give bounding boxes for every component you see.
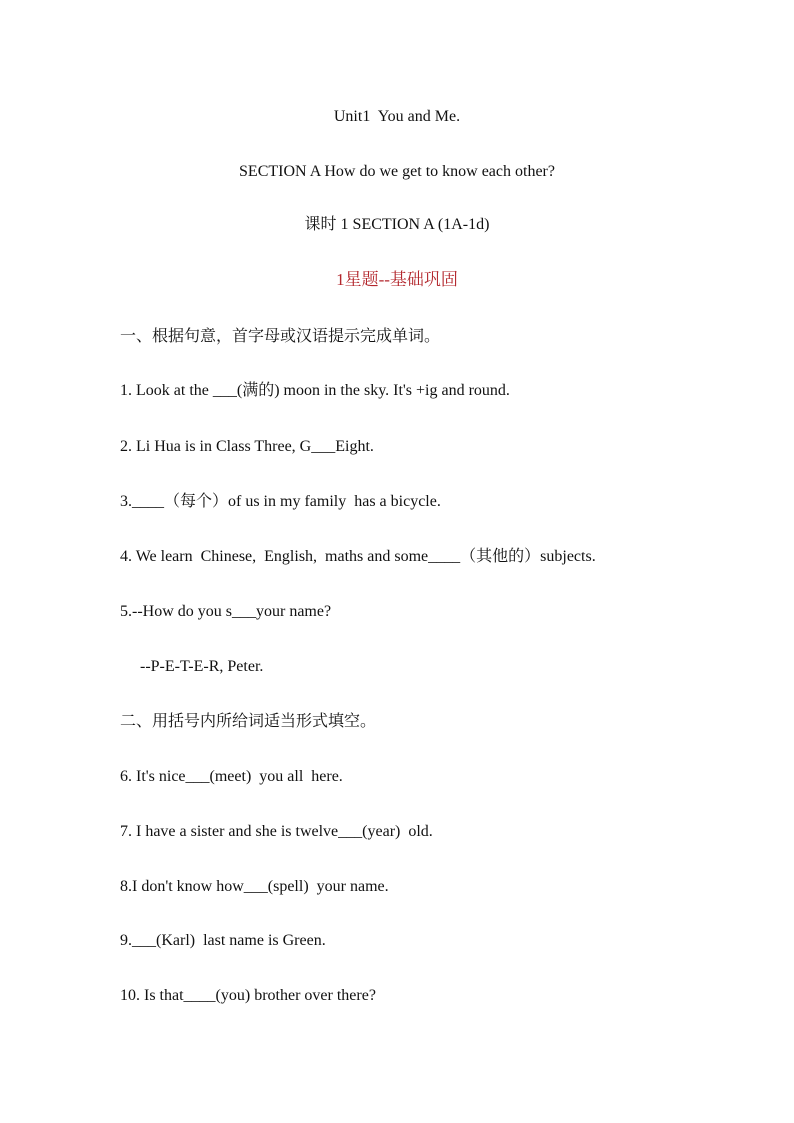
difficulty-heading: 1星题--基础巩固 bbox=[336, 270, 458, 289]
question-1: 1. Look at the ___(满的) moon in the sky. It's +ig and round. bbox=[120, 382, 510, 399]
question-10: 10. Is that____(you) brother over there? bbox=[120, 987, 376, 1004]
question-4: 4. We learn Chinese, English, maths and some____（其他的）subjects. bbox=[120, 548, 596, 565]
question-5: 5.--How do you s___your name? bbox=[120, 603, 332, 620]
part1-heading: 一、根据句意，首字母或汉语提示完成单词。 bbox=[120, 326, 441, 345]
question-9: 9.___(Karl) last name is Green. bbox=[120, 932, 326, 949]
question-8: 8.I don't know how___(spell) your name. bbox=[120, 878, 389, 895]
section-title: SECTION A How do we get to know each other? bbox=[239, 163, 555, 180]
question-5-answer: --P-E-T-E-R, Peter. bbox=[140, 658, 264, 675]
part2-heading: 二、用括号内所给词适当形式填空。 bbox=[120, 711, 377, 730]
lesson-title: 课时 1 SECTION A (1A-1d) bbox=[304, 216, 490, 233]
question-2: 2. Li Hua is in Class Three, G___Eight. bbox=[120, 438, 374, 455]
question-7: 7. I have a sister and she is twelve___(year) old. bbox=[120, 823, 433, 840]
question-6: 6. It's nice___(meet) you all here. bbox=[120, 768, 343, 785]
unit-title: Unit1 You and Me. bbox=[333, 108, 461, 125]
question-3: 3.____（每个）of us in my family has a bicycle. bbox=[120, 493, 441, 510]
